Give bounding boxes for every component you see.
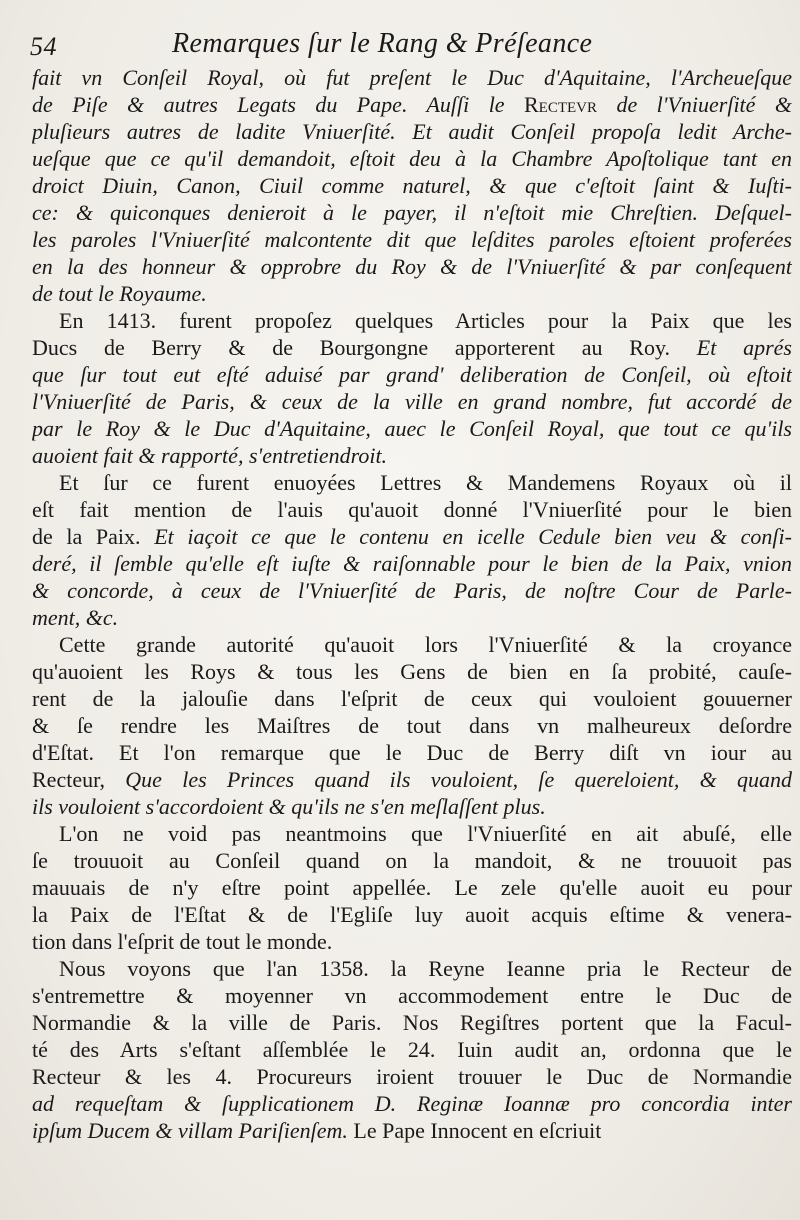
- text-segment: que ſur tout eut eſté aduisé par grand' deliberation de Conſeil, où eſtoit: [32, 362, 792, 387]
- text-line: [32, 307, 792, 334]
- text-line: [32, 901, 792, 928]
- text-line: [32, 199, 792, 226]
- text-line: [32, 577, 792, 604]
- text-line: [32, 820, 792, 847]
- text-segment: Rectevr: [524, 92, 598, 117]
- text-line: [32, 334, 792, 361]
- text-segment: & ſe rendre les Maiſtres de tout dans vn malheureux deſordre: [32, 713, 792, 738]
- text-segment: auoient fait & rapporté, s'entretiendroit.: [32, 443, 388, 468]
- text-line: [32, 1117, 792, 1144]
- text-segment: pluſieurs autres de ladite Vniuerſité. Et audit Conſeil propoſa ledit Arche-: [32, 119, 792, 144]
- text-segment: mauuais de n'y eſtre point appellée. Le zele qu'elle auoit eu pour: [32, 875, 792, 900]
- paragraph-p6: [32, 955, 792, 1144]
- text-segment: L'on ne void pas neantmoins que l'Vniuerſité en ait abuſé, elle: [59, 821, 792, 846]
- text-segment: qu'auoient les Roys & tous les Gens de bien en ſa probité, cauſe-: [32, 659, 792, 684]
- text-segment: tion dans l'eſprit de tout le monde.: [32, 929, 333, 954]
- text-segment: ils vouloient s'accordoient & qu'ils ne s'en meſlaſſent plus.: [32, 794, 546, 819]
- text-line: [32, 1063, 792, 1090]
- text-line: [32, 415, 792, 442]
- text-segment: Normandie & la ville de Paris. Nos Regiſtres portent que la Facul-: [32, 1010, 792, 1035]
- text-line: [32, 604, 792, 631]
- text-segment: Cette grande autorité qu'auoit lors l'Vniuerſité & la croyance: [59, 632, 792, 657]
- text-segment: ipſum Ducem & villam Pariſienſem.: [32, 1118, 354, 1143]
- text-line: [32, 685, 792, 712]
- text-line: [32, 631, 792, 658]
- text-segment: par le Roy & le Duc d'Aquitaine, auec le Conſeil Royal, que tout ce qu'ils: [32, 416, 792, 441]
- text-line: [32, 253, 792, 280]
- text-line: [32, 712, 792, 739]
- text-segment: de Piſe & autres Legats du Pape. Auſſi le: [32, 92, 524, 117]
- text-line: [32, 64, 792, 91]
- paragraph-p5: [32, 820, 792, 955]
- text-line: [32, 226, 792, 253]
- text-line: [32, 523, 792, 550]
- text-line: [32, 145, 792, 172]
- text-segment: & concorde, à ceux de l'Vniuerſité de Paris, de noſtre Cour de Parle-: [32, 578, 792, 603]
- text-line: [32, 118, 792, 145]
- text-segment: Et aprés: [696, 335, 792, 360]
- text-segment: d'Eſtat. Et l'on remarque que le Duc de Berry diſt vn iour au: [32, 740, 792, 765]
- text-segment: Recteur & les 4. Procureurs iroient trouuer le Duc de Normandie: [32, 1064, 792, 1089]
- text-segment: Recteur,: [32, 767, 126, 792]
- text-line: [32, 874, 792, 901]
- text-line: [32, 982, 792, 1009]
- text-line: [32, 847, 792, 874]
- text-line: [32, 739, 792, 766]
- text-segment: Nous voyons que l'an 1358. la Reyne Ieanne pria le Recteur de: [59, 956, 792, 981]
- text-line: [32, 928, 792, 955]
- text-segment: l'Vniuerſité de Paris, & ceux de la ville en grand nombre, fut accordé de: [32, 389, 792, 414]
- text-segment: té des Arts s'eſtant aſſemblée le 24. Iuin audit an, ordonna que le: [32, 1037, 792, 1062]
- text-line: [32, 469, 792, 496]
- text-segment: Que les Princes quand ils vouloient, ſe quereloient, & quand: [125, 767, 792, 792]
- text-line: [32, 496, 792, 523]
- text-line: [32, 1090, 792, 1117]
- text-line: [32, 172, 792, 199]
- text-segment: deré, il ſemble qu'elle eſt iuſte & raiſonnable pour le bien de la Paix, vnion: [32, 551, 792, 576]
- text-segment: ad requeſtam & ſupplicationem D. Reginæ Ioannæ pro concordia inter: [32, 1091, 792, 1116]
- body-text: [32, 64, 792, 1144]
- text-line: [32, 442, 792, 469]
- text-line: [32, 658, 792, 685]
- text-segment: les paroles l'Vniuerſité malcontente dit que leſdites paroles eſtoient proferées: [32, 227, 792, 252]
- running-title: Remarques ſur le Rang & Préſeance: [172, 28, 593, 59]
- text-line: [32, 955, 792, 982]
- paragraph-p4: [32, 631, 792, 820]
- text-line: [32, 1036, 792, 1063]
- text-segment: de tout le Royaume.: [32, 281, 207, 306]
- text-line: [32, 1009, 792, 1036]
- text-line: [32, 793, 792, 820]
- text-segment: rent de la jalouſie dans l'eſprit de ceux qui vouloient gouuerner: [32, 686, 792, 711]
- text-segment: En 1413. furent propoſez quelques Articles pour la Paix que les: [59, 308, 792, 333]
- text-segment: de l'Vniuerſité &: [597, 92, 792, 117]
- text-segment: de la Paix.: [32, 524, 155, 549]
- text-segment: Et ſur ce furent enuoyées Lettres & Mandemens Royaux où il: [59, 470, 792, 495]
- text-segment: droict Diuin, Canon, Ciuil comme naturel, & que c'eſtoit ſaint & Iuſti-: [32, 173, 792, 198]
- text-segment: ueſque que ce qu'il demandoit, eſtoit deu à la Chambre Apoſtolique tant en: [32, 146, 792, 171]
- text-segment: Ducs de Berry & de Bourgongne apporterent au Roy.: [32, 335, 697, 360]
- text-segment: s'entremettre & moyenner vn accommodement entre le Duc de: [32, 983, 792, 1008]
- text-segment: ce: & quiconques denieroit à le payer, il n'eſtoit mie Chreſtien. Deſquel-: [32, 200, 792, 225]
- text-line: [32, 361, 792, 388]
- text-line: [32, 91, 792, 118]
- text-line: [32, 388, 792, 415]
- text-line: [32, 766, 792, 793]
- text-segment: Le Pape Innocent en eſcriuit: [353, 1118, 602, 1143]
- paragraph-p2: [32, 307, 792, 469]
- text-segment: Et iaçoit ce que le contenu en icelle Cedule bien veu & conſi-: [154, 524, 792, 549]
- text-segment: ſe trouuoit au Conſeil quand on la mandoit, & ne trouuoit pas: [32, 848, 792, 873]
- paragraph-p3: [32, 469, 792, 631]
- text-line: [32, 280, 792, 307]
- page-number: 54: [30, 32, 57, 61]
- text-segment: fait vn Conſeil Royal, où fut preſent le Duc d'Aquitaine, l'Archeueſque: [32, 65, 792, 90]
- text-segment: eſt fait mention de l'auis qu'auoit donné l'Vniuerſité pour le bien: [32, 497, 792, 522]
- text-segment: ment, &c.: [32, 605, 119, 630]
- paragraph-p1: [32, 64, 792, 307]
- text-segment: la Paix de l'Eſtat & de l'Egliſe luy auoit acquis eſtime & venera-: [32, 902, 792, 927]
- text-line: [32, 550, 792, 577]
- text-segment: en la des honneur & opprobre du Roy & de l'Vniuerſité & par conſequent: [32, 254, 792, 279]
